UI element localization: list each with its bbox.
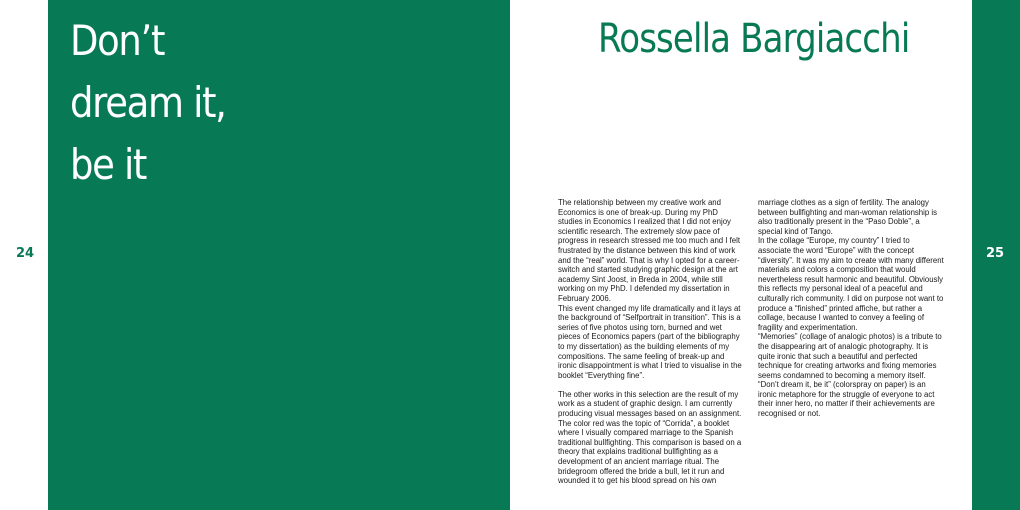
text-column-2 <box>758 198 944 419</box>
paragraph: This event changed my life dramatically and it lays at the background of “Selfportrait in transition”. This is a series of five photos using torn, burned and wet pieces of Economics papers (part of the bibliography to my dissertation) as the building elements of my compositions. The same feeling of break-up and ironic disappointment is what I tried to visualise in the booklet “Everything fine”. <box>558 303 742 380</box>
headline-line-2: dream it, <box>70 78 226 127</box>
page-number-right: 25 <box>986 246 1005 261</box>
paragraph: “Memories” (collage of analogic photos) is a tribute to the disappearing art of analogic photography. It is quite ironic that such a beautiful and perfected technique for creating artworks and fixing memories seems condamned to becoming a memory itself. <box>758 332 942 380</box>
headline <box>70 10 226 196</box>
author-name: Rossella Bargiacchi <box>598 16 910 62</box>
paragraph: In the collage “Europe, my country” I tried to associate the word “Europe” with the concept “diversity”. It was my aim to create with many different materials and colors a composition that would nevertheless result harmonic and beautiful. Obviously this reflects my personal ideal of a peaceful and culturally rich community. I did on purpose not want to produce a “finished” printed affiche, but rather a collage, because I wanted to convey a feeling of fragility and experimentation. <box>758 236 944 332</box>
headline-line-1: Don’t <box>70 16 165 65</box>
paragraph: The other works in this selection are the result of my work as a student of graphic design. I am currently producing visual messages based on an assignment. The color red was the topic of “Corrida”, a booklet where I visually compared marriage to the Spanish traditional bullfighting. This comparison is based on a theory that explains traditional bullfighting as a development of an ancient marriage ritual. The bridegroom offered the bride a bull, let it run and wounded it to get his blood spread on his own <box>558 389 742 486</box>
text-column-1 <box>558 198 744 486</box>
paragraph: “Don’t dream it, be it” (colorspray on paper) is an ironic metaphore for the struggle of everyone to act their inner hero, no matter if their achievements are recognised or not. <box>758 380 935 419</box>
headline-line-3: be it <box>70 140 147 189</box>
page-number-left: 24 <box>16 246 35 261</box>
paragraph: The relationship between my creative work and Economics is one of break-up. During my PhD studies in Economics I realized that I did not enjoy scientific research. The extremely slow pace of progress in research stressed me too much and I felt frustrated by the distance between this kind of work and the “real” world. That is why I opted for a career-switch and started studying graphic design at the art academy Sint Joost, in Breda in 2004, while still working on my PhD. I defended my dissertation in February 2006. <box>558 198 741 303</box>
paragraph: marriage clothes as a sign of fertility. The analogy between bullfighting and man-woman relationship is also traditionally present in the “Paso Doble”, a special kind of Tango. <box>758 198 938 236</box>
